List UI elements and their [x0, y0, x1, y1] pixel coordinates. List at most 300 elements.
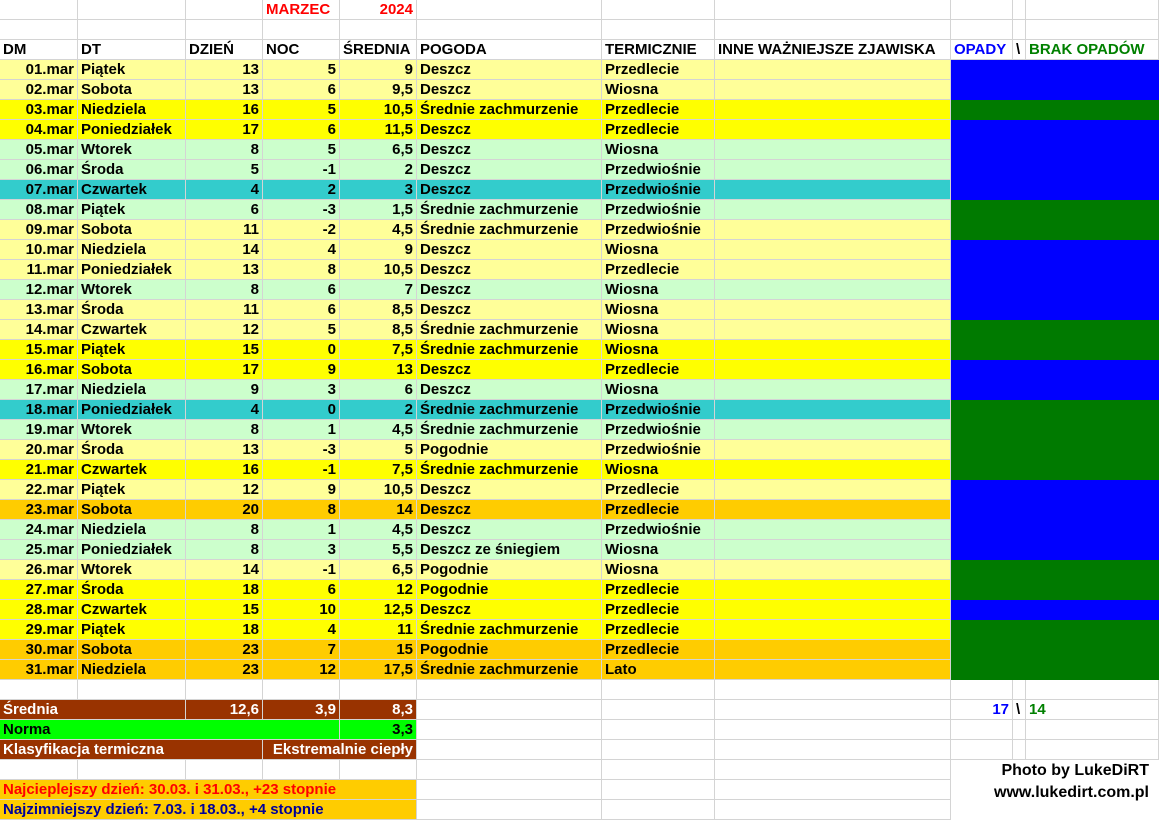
cell-weekday: Poniedziałek: [78, 260, 186, 280]
cell-date: 17.mar: [0, 380, 78, 400]
norm-value: 3,3: [340, 720, 417, 740]
cell-mean-temp: 5: [340, 440, 417, 460]
spacer-row: [0, 760, 1159, 780]
title-row: [0, 0, 1159, 20]
cell-thermal-season: Wiosna: [602, 280, 715, 300]
cell-mean-temp: 12,5: [340, 600, 417, 620]
cell-other-phenomena: [715, 480, 951, 500]
cell-weather: Średnie zachmurzenie: [417, 200, 602, 220]
cell-thermal-season: Przedlecie: [602, 480, 715, 500]
cell-thermal-season: Przedwiośnie: [602, 220, 715, 240]
website-credit: www.lukedirt.com.pl: [988, 782, 1149, 804]
cell-other-phenomena: [715, 560, 951, 580]
cell-thermal-season: Przedlecie: [602, 620, 715, 640]
cell-day-temp: 8: [186, 140, 263, 160]
cell-weather: Deszcz: [417, 260, 602, 280]
cell-day-temp: 16: [186, 460, 263, 480]
cell-date: 28.mar: [0, 600, 78, 620]
cell-weekday: Wtorek: [78, 140, 186, 160]
precip-indicator: [951, 240, 1159, 260]
cell-day-temp: 14: [186, 560, 263, 580]
cell-night-temp: -3: [263, 440, 340, 460]
cell-other-phenomena: [715, 600, 951, 620]
cell-weekday: Czwartek: [78, 180, 186, 200]
cell-weather: Deszcz: [417, 300, 602, 320]
precip-indicator: [951, 500, 1159, 520]
cell-date: 27.mar: [0, 580, 78, 600]
cell-other-phenomena: [715, 200, 951, 220]
table-row: [0, 260, 1159, 280]
cell-day-temp: 18: [186, 620, 263, 640]
count-separator: \: [1013, 700, 1026, 720]
cell-date: 26.mar: [0, 560, 78, 580]
table-row: [0, 540, 1159, 560]
cell-weekday: Piątek: [78, 200, 186, 220]
cell-weather: Deszcz: [417, 60, 602, 80]
cell-other-phenomena: [715, 580, 951, 600]
table-row: [0, 480, 1159, 500]
cell-thermal-season: Przedlecie: [602, 640, 715, 660]
cell-thermal-season: Wiosna: [602, 380, 715, 400]
cell-day-temp: 11: [186, 220, 263, 240]
cell-day-temp: 13: [186, 60, 263, 80]
precip-indicator: [951, 260, 1159, 280]
cell-night-temp: 3: [263, 540, 340, 560]
warmest-day-note: Najcieplejszy dzień: 30.03. i 31.03., +23 stopnie: [0, 780, 417, 800]
cell-mean-temp: 2: [340, 400, 417, 420]
cell-day-temp: 8: [186, 420, 263, 440]
cell-weather: Deszcz: [417, 120, 602, 140]
cell-thermal-season: Wiosna: [602, 320, 715, 340]
cell-date: 11.mar: [0, 260, 78, 280]
cell-weekday: Środa: [78, 160, 186, 180]
cell-night-temp: 6: [263, 280, 340, 300]
cell-weekday: Piątek: [78, 60, 186, 80]
cell-thermal-season: Wiosna: [602, 540, 715, 560]
cell-day-temp: 16: [186, 100, 263, 120]
cell-date: 02.mar: [0, 80, 78, 100]
cell-mean-temp: 15: [340, 640, 417, 660]
cell-day-temp: 20: [186, 500, 263, 520]
no-precip-count: 14: [1026, 700, 1159, 720]
cell-other-phenomena: [715, 640, 951, 660]
cell-other-phenomena: [715, 360, 951, 380]
cell-date: 22.mar: [0, 480, 78, 500]
cell-weekday: Sobota: [78, 220, 186, 240]
precip-indicator: [951, 180, 1159, 200]
col-header-termicznie: TERMICZNIE: [602, 40, 715, 60]
cell-weekday: Czwartek: [78, 320, 186, 340]
cell-thermal-season: Wiosna: [602, 340, 715, 360]
cell-other-phenomena: [715, 460, 951, 480]
table-row: [0, 60, 1159, 80]
cell-other-phenomena: [715, 340, 951, 360]
table-row: [0, 420, 1159, 440]
precip-indicator: [951, 80, 1159, 100]
cell-weather: Deszcz: [417, 500, 602, 520]
cell-weekday: Niedziela: [78, 520, 186, 540]
cell-mean-temp: 8,5: [340, 320, 417, 340]
cell-mean-temp: 13: [340, 360, 417, 380]
cell-day-temp: 15: [186, 600, 263, 620]
no-precip-indicator: [951, 400, 1159, 420]
cell-date: 04.mar: [0, 120, 78, 140]
cell-weekday: Piątek: [78, 480, 186, 500]
cell-day-temp: 8: [186, 280, 263, 300]
table-row: [0, 660, 1159, 680]
precip-count: 17: [951, 700, 1013, 720]
cell-thermal-season: Wiosna: [602, 140, 715, 160]
cell-weekday: Poniedziałek: [78, 120, 186, 140]
cell-date: 31.mar: [0, 660, 78, 680]
cell-weather: Deszcz: [417, 480, 602, 500]
cell-day-temp: 13: [186, 260, 263, 280]
classification-label: Klasyfikacja termiczna: [0, 740, 263, 760]
cell-night-temp: 7: [263, 640, 340, 660]
cell-night-temp: 10: [263, 600, 340, 620]
cell-weather: Średnie zachmurzenie: [417, 320, 602, 340]
cell-other-phenomena: [715, 120, 951, 140]
cell-mean-temp: 6,5: [340, 560, 417, 580]
cell-other-phenomena: [715, 540, 951, 560]
cell-night-temp: -1: [263, 460, 340, 480]
cell-day-temp: 13: [186, 80, 263, 100]
cell-day-temp: 6: [186, 200, 263, 220]
cell-day-temp: 15: [186, 340, 263, 360]
cell-other-phenomena: [715, 380, 951, 400]
cell-night-temp: 0: [263, 340, 340, 360]
cell-day-temp: 17: [186, 360, 263, 380]
cell-weather: Średnie zachmurzenie: [417, 660, 602, 680]
cell-day-temp: 9: [186, 380, 263, 400]
cell-thermal-season: Przedwiośnie: [602, 180, 715, 200]
cell-other-phenomena: [715, 240, 951, 260]
cell-day-temp: 11: [186, 300, 263, 320]
cell-mean-temp: 9: [340, 60, 417, 80]
cell-thermal-season: Wiosna: [602, 80, 715, 100]
cell-thermal-season: Lato: [602, 660, 715, 680]
col-header-opady: OPADY: [951, 40, 1013, 60]
cell-weekday: Niedziela: [78, 240, 186, 260]
classification-row: [0, 740, 1159, 760]
cell-night-temp: -1: [263, 560, 340, 580]
table-row: [0, 620, 1159, 640]
month-label: MARZEC: [263, 0, 340, 20]
cell-date: 21.mar: [0, 460, 78, 480]
precip-indicator: [951, 120, 1159, 140]
table-row: [0, 120, 1159, 140]
cell-date: 15.mar: [0, 340, 78, 360]
no-precip-indicator: [951, 640, 1159, 660]
cell-weekday: Czwartek: [78, 600, 186, 620]
cell-thermal-season: Przedwiośnie: [602, 420, 715, 440]
cell-weekday: Poniedziałek: [78, 540, 186, 560]
col-header-inne: INNE WAŻNIEJSZE ZJAWISKA: [715, 40, 951, 60]
table-row: [0, 580, 1159, 600]
cell-mean-temp: 6,5: [340, 140, 417, 160]
cell-night-temp: 9: [263, 360, 340, 380]
cell-night-temp: 6: [263, 120, 340, 140]
cell-date: 20.mar: [0, 440, 78, 460]
cell-date: 24.mar: [0, 520, 78, 540]
cell-weather: Średnie zachmurzenie: [417, 220, 602, 240]
cell-night-temp: 3: [263, 380, 340, 400]
cell-weather: Deszcz: [417, 360, 602, 380]
cell-day-temp: 5: [186, 160, 263, 180]
cell-weekday: Poniedziałek: [78, 400, 186, 420]
cell-weather: Średnie zachmurzenie: [417, 100, 602, 120]
no-precip-indicator: [951, 620, 1159, 640]
cell-other-phenomena: [715, 620, 951, 640]
cell-mean-temp: 14: [340, 500, 417, 520]
cell-other-phenomena: [715, 140, 951, 160]
coldest-row: [0, 800, 1159, 820]
cell-weekday: Niedziela: [78, 380, 186, 400]
cell-date: 09.mar: [0, 220, 78, 240]
cell-date: 25.mar: [0, 540, 78, 560]
no-precip-indicator: [951, 220, 1159, 240]
cell-day-temp: 14: [186, 240, 263, 260]
cell-thermal-season: Przedlecie: [602, 260, 715, 280]
cell-night-temp: 5: [263, 320, 340, 340]
cell-mean-temp: 1,5: [340, 200, 417, 220]
table-row: [0, 220, 1159, 240]
precip-indicator: [951, 540, 1159, 560]
cell-mean-temp: 2: [340, 160, 417, 180]
cell-day-temp: 8: [186, 540, 263, 560]
cell-mean-temp: 11: [340, 620, 417, 640]
precip-indicator: [951, 60, 1159, 80]
cell-mean-temp: 7: [340, 280, 417, 300]
cell-other-phenomena: [715, 60, 951, 80]
cell-thermal-season: Wiosna: [602, 460, 715, 480]
cell-weather: Deszcz: [417, 140, 602, 160]
cell-day-temp: 12: [186, 320, 263, 340]
norm-row: [0, 720, 1159, 740]
cell-day-temp: 4: [186, 180, 263, 200]
cell-date: 30.mar: [0, 640, 78, 660]
table-row: [0, 100, 1159, 120]
cell-night-temp: 0: [263, 400, 340, 420]
table-row: [0, 280, 1159, 300]
no-precip-indicator: [951, 320, 1159, 340]
cell-mean-temp: 12: [340, 580, 417, 600]
no-precip-indicator: [951, 200, 1159, 220]
classification-value: Ekstremalnie ciepły: [263, 740, 417, 760]
table-row: [0, 560, 1159, 580]
col-header-pogoda: POGODA: [417, 40, 602, 60]
cell-night-temp: 6: [263, 300, 340, 320]
cell-other-phenomena: [715, 440, 951, 460]
cell-other-phenomena: [715, 100, 951, 120]
cell-date: 18.mar: [0, 400, 78, 420]
cell-mean-temp: 8,5: [340, 300, 417, 320]
cell-other-phenomena: [715, 500, 951, 520]
cell-date: 29.mar: [0, 620, 78, 640]
cell-thermal-season: Przedwiośnie: [602, 440, 715, 460]
cell-weekday: Piątek: [78, 620, 186, 640]
cell-weekday: Sobota: [78, 80, 186, 100]
cell-weather: Pogodnie: [417, 580, 602, 600]
cell-mean-temp: 4,5: [340, 220, 417, 240]
cell-weekday: Niedziela: [78, 660, 186, 680]
cell-day-temp: 23: [186, 660, 263, 680]
cell-weather: Średnie zachmurzenie: [417, 460, 602, 480]
col-header-dm: DM: [0, 40, 78, 60]
table-row: [0, 180, 1159, 200]
table-row: [0, 500, 1159, 520]
cell-weather: Deszcz: [417, 180, 602, 200]
cell-other-phenomena: [715, 220, 951, 240]
cell-night-temp: 5: [263, 60, 340, 80]
cell-other-phenomena: [715, 260, 951, 280]
table-row: [0, 400, 1159, 420]
no-precip-indicator: [951, 340, 1159, 360]
average-mean: 8,3: [340, 700, 417, 720]
cell-other-phenomena: [715, 180, 951, 200]
header-row: [0, 40, 1159, 60]
no-precip-indicator: [951, 100, 1159, 120]
table-row: [0, 140, 1159, 160]
cell-other-phenomena: [715, 280, 951, 300]
cell-mean-temp: 9: [340, 240, 417, 260]
cell-night-temp: -1: [263, 160, 340, 180]
cell-thermal-season: Przedwiośnie: [602, 160, 715, 180]
cell-weather: Średnie zachmurzenie: [417, 340, 602, 360]
no-precip-indicator: [951, 560, 1159, 580]
cell-thermal-season: Przedwiośnie: [602, 520, 715, 540]
cell-mean-temp: 17,5: [340, 660, 417, 680]
cell-weather: Deszcz: [417, 80, 602, 100]
cell-mean-temp: 3: [340, 180, 417, 200]
table-row: [0, 300, 1159, 320]
cell-other-phenomena: [715, 400, 951, 420]
cell-weekday: Niedziela: [78, 100, 186, 120]
col-header-separator: \: [1013, 40, 1026, 60]
precip-indicator: [951, 600, 1159, 620]
precip-indicator: [951, 520, 1159, 540]
cell-thermal-season: Przedlecie: [602, 120, 715, 140]
cell-day-temp: 8: [186, 520, 263, 540]
col-header-dzien: DZIEŃ: [186, 40, 263, 60]
cell-night-temp: 5: [263, 100, 340, 120]
cell-weekday: Czwartek: [78, 460, 186, 480]
table-row: [0, 460, 1159, 480]
cell-night-temp: 8: [263, 500, 340, 520]
col-header-brak-opadow: BRAK OPADÓW: [1026, 40, 1159, 60]
cell-thermal-season: Przedlecie: [602, 100, 715, 120]
cell-mean-temp: 7,5: [340, 340, 417, 360]
cell-night-temp: 1: [263, 520, 340, 540]
table-row: [0, 360, 1159, 380]
cell-date: 13.mar: [0, 300, 78, 320]
cell-thermal-season: Przedlecie: [602, 580, 715, 600]
average-night: 3,9: [263, 700, 340, 720]
cell-weather: Deszcz ze śniegiem: [417, 540, 602, 560]
no-precip-indicator: [951, 460, 1159, 480]
precip-indicator: [951, 300, 1159, 320]
cell-weather: Pogodnie: [417, 560, 602, 580]
cell-date: 01.mar: [0, 60, 78, 80]
year-label: 2024: [340, 0, 417, 20]
cell-weather: Średnie zachmurzenie: [417, 620, 602, 640]
spacer-row: [0, 20, 1159, 40]
cell-date: 05.mar: [0, 140, 78, 160]
cell-thermal-season: Przedlecie: [602, 500, 715, 520]
cell-night-temp: 9: [263, 480, 340, 500]
cell-day-temp: 13: [186, 440, 263, 460]
cell-thermal-season: Wiosna: [602, 240, 715, 260]
cell-thermal-season: Przedlecie: [602, 600, 715, 620]
table-row: [0, 520, 1159, 540]
average-label: Średnia: [0, 700, 186, 720]
cell-date: 16.mar: [0, 360, 78, 380]
cell-night-temp: 4: [263, 240, 340, 260]
precip-indicator: [951, 360, 1159, 380]
cell-day-temp: 23: [186, 640, 263, 660]
cell-mean-temp: 4,5: [340, 520, 417, 540]
cell-weather: Deszcz: [417, 240, 602, 260]
cell-night-temp: 4: [263, 620, 340, 640]
photo-credit: Photo by LukeDiRT: [995, 760, 1149, 782]
precip-indicator: [951, 380, 1159, 400]
cell-other-phenomena: [715, 80, 951, 100]
cell-date: 10.mar: [0, 240, 78, 260]
cell-other-phenomena: [715, 520, 951, 540]
norm-label: Norma: [0, 720, 340, 740]
cell-weekday: Środa: [78, 300, 186, 320]
cell-mean-temp: 11,5: [340, 120, 417, 140]
cell-thermal-season: Przedwiośnie: [602, 200, 715, 220]
cell-weekday: Wtorek: [78, 420, 186, 440]
cell-weekday: Wtorek: [78, 560, 186, 580]
cell-weather: Średnie zachmurzenie: [417, 400, 602, 420]
cell-mean-temp: 9,5: [340, 80, 417, 100]
table-row: [0, 380, 1159, 400]
cell-mean-temp: 5,5: [340, 540, 417, 560]
cell-weekday: Środa: [78, 580, 186, 600]
cell-night-temp: 1: [263, 420, 340, 440]
cell-weather: Deszcz: [417, 600, 602, 620]
table-row: [0, 440, 1159, 460]
cell-thermal-season: Przedlecie: [602, 360, 715, 380]
cell-date: 08.mar: [0, 200, 78, 220]
cell-other-phenomena: [715, 660, 951, 680]
cell-mean-temp: 4,5: [340, 420, 417, 440]
cell-date: 14.mar: [0, 320, 78, 340]
no-precip-indicator: [951, 420, 1159, 440]
cell-weather: Deszcz: [417, 380, 602, 400]
cell-night-temp: -3: [263, 200, 340, 220]
table-row: [0, 320, 1159, 340]
cell-date: 23.mar: [0, 500, 78, 520]
no-precip-indicator: [951, 580, 1159, 600]
cell-thermal-season: Przedlecie: [602, 60, 715, 80]
cell-weather: Pogodnie: [417, 440, 602, 460]
cell-day-temp: 17: [186, 120, 263, 140]
cell-weather: Deszcz: [417, 160, 602, 180]
cell-date: 06.mar: [0, 160, 78, 180]
no-precip-indicator: [951, 440, 1159, 460]
cell-weather: Deszcz: [417, 520, 602, 540]
col-header-noc: NOC: [263, 40, 340, 60]
table-row: [0, 340, 1159, 360]
cell-night-temp: 8: [263, 260, 340, 280]
cell-mean-temp: 10,5: [340, 480, 417, 500]
cell-mean-temp: 10,5: [340, 100, 417, 120]
cell-night-temp: -2: [263, 220, 340, 240]
col-header-srednia: ŚREDNIA: [340, 40, 417, 60]
